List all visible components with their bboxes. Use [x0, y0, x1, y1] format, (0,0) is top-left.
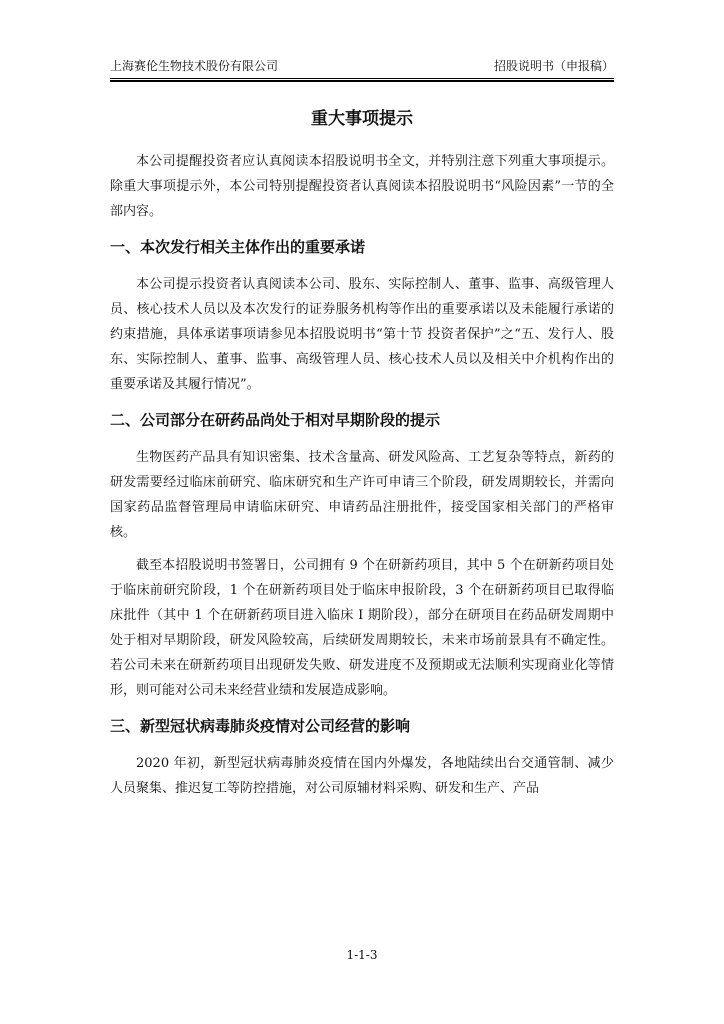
- section-heading-1: 一、本次发行相关主体作出的重要承诺: [110, 238, 366, 256]
- section-heading-3: 三、新型冠状病毒肺炎疫情对公司经营的影响: [110, 717, 411, 735]
- page-number: 1-1-3: [346, 948, 378, 962]
- header-document-type: 招股说明书（申报稿）: [493, 59, 614, 73]
- section-3-paragraph-1: 2020 年初，新型冠状病毒肺炎疫情在国内外爆发，各地陆续出台交通管制、减少人员聚集、推迟复工等防控措施，对公司原辅材料采购、研发和生产、产品: [110, 756, 614, 796]
- header-divider: [110, 78, 614, 82]
- section-2-paragraph-2: 截至本招股说明书签署日，公司拥有 9 个在研新药项目，其中 5 个在研新药项目处于临床前研究阶段，1 个在研新药项目处于临床申报阶段，3 个在研新药项目已取得临床批件（其中 1 个在研新药项目进入临床 I 期阶段），部分在研项目在药品研发周期中处于相对早期阶段，研发风险较高，后续研发周期较长，未来市场前景具有不确定性。若公司未来在研新药项目出现研发失败、研发进度不及预期或无法顺利实现商业化等情形，则可能对公司未来经营业绩和发展造成影响。: [110, 558, 614, 698]
- document-body: [110, 104, 614, 809]
- intro-paragraph: 本公司提醒投资者应认真阅读本招股说明书全文，并特别注意下列重大事项提示。除重大事项提示外，本公司特别提醒投资者认真阅读本招股说明书“风险因素”一节的全部内容。: [110, 154, 614, 219]
- page-header: [110, 57, 614, 79]
- header-company-name: 上海赛伦生物技术股份有限公司: [110, 59, 279, 73]
- section-1-paragraph-1: 本公司提示投资者认真阅读本公司、股东、实际控制人、董事、监事、高级管理人员、核心技术人员以及本次发行的证券服务机构等作出的重要承诺以及未能履行承诺的约束措施，具体承诺事项请参见本招股说明书“第十节 投资者保护”之“五、发行人、股东、实际控制人、董事、监事、高级管理人员、核心技术人员以及相关中介机构作出的重要承诺及其履行情况”。: [110, 277, 614, 392]
- section-2-paragraph-1: 生物医药产品具有知识密集、技术含量高、研发风险高、工艺复杂等特点，新药的研发需要经过临床前研究、临床研究和生产许可申请三个阶段，研发周期较长，并需向国家药品监督管理局申请临床研究、申请药品注册批件，接受国家相关部门的严格审核。: [110, 450, 614, 540]
- page-title: 重大事项提示: [311, 109, 413, 129]
- section-heading-2: 二、公司部分在研药品尚处于相对早期阶段的提示: [110, 411, 441, 429]
